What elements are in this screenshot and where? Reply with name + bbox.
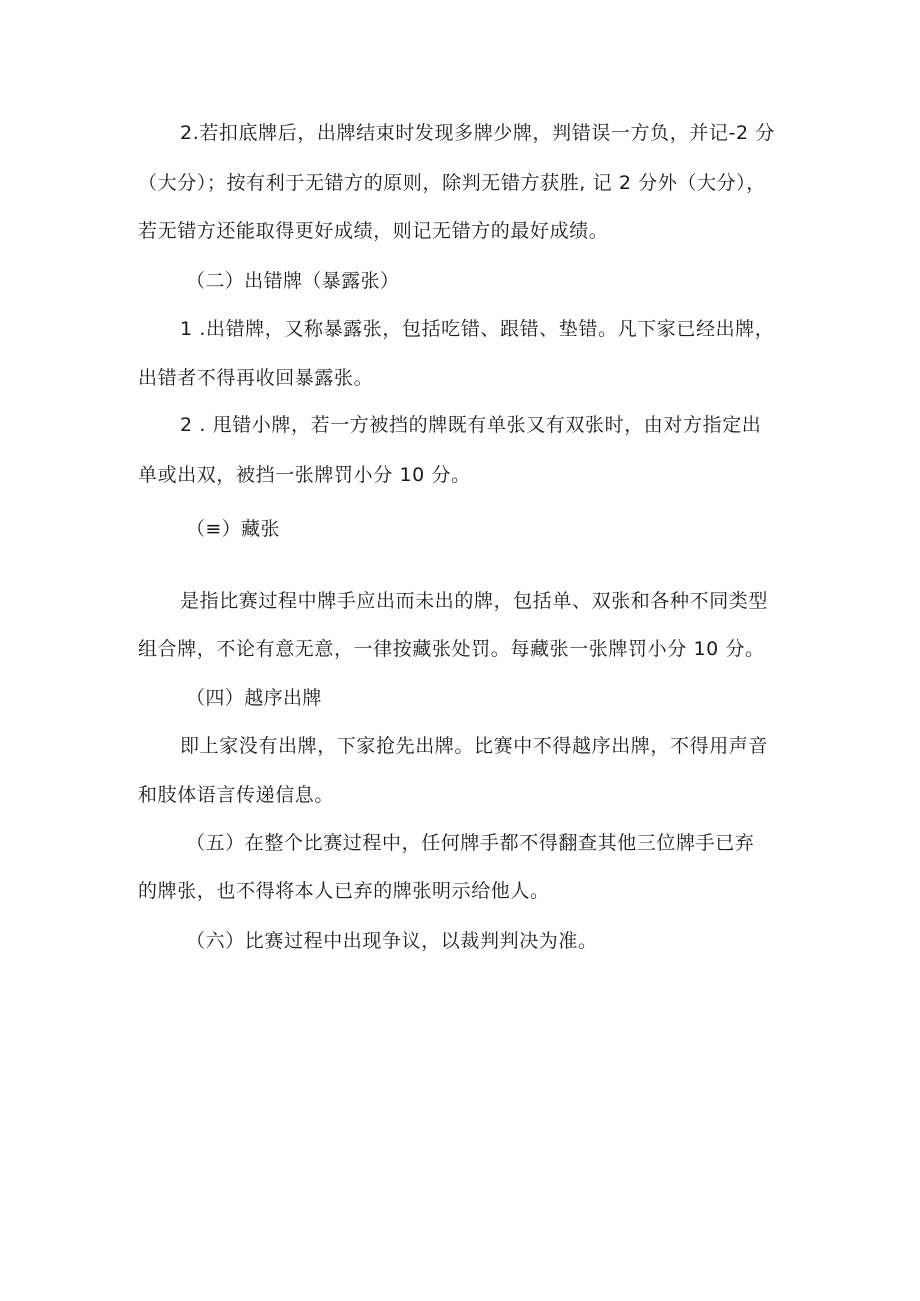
rule-2-line-1: 2.若扣底牌后，出牌结束时发现多牌少牌，判错误一方负，并记-2 分 (180, 122, 775, 144)
section-heading-wrong-card: （二）出错牌（暴露张） (186, 270, 400, 292)
section-heading-out-of-turn: （四）越序出牌 (186, 687, 322, 709)
rule-2-line-3: 若无错方还能取得更好成绩，则记无错方的最好成绩。 (138, 220, 609, 242)
wrong-card-rule-2-line-1: 2 . 甩错小牌，若一方被挡的牌既有单张又有双张时，由对方指定出 (180, 414, 762, 436)
rule-2-line-2: （大分）；按有利于无错方的原则，除判无错方获胜, 记 2 分外（大分）， (138, 172, 766, 194)
out-of-turn-line-2: 和肢体语言传递信息。 (138, 784, 335, 806)
section-5-line-2: 的牌张，也不得将本人已弃的牌张明示给他人。 (138, 880, 550, 902)
section-heading-hidden-card: （≡）藏张 (186, 518, 280, 540)
out-of-turn-line-1: 即上家没有出牌，下家抢先出牌。比赛中不得越序出牌，不得用声音 (180, 735, 769, 757)
wrong-card-rule-1-line-1: 1 .出错牌，又称暴露张，包括吃错、跟错、垫错。凡下家已经出牌， (180, 318, 775, 340)
section-6-line-1: （六）比赛过程中出现争议，以裁判判决为准。 (186, 930, 598, 952)
wrong-card-rule-1-line-2: 出错者不得再收回暴露张。 (138, 367, 374, 389)
hidden-card-line-2: 组合牌，不论有意无意，一律按藏张处罚。每藏张一张牌罚小分 10 分。 (138, 638, 765, 660)
wrong-card-rule-2-line-2: 单或出双，被挡一张牌罚小分 10 分。 (138, 464, 471, 486)
section-5-line-1: （五）在整个比赛过程中，任何牌手都不得翻查其他三位牌手已弃 (186, 832, 755, 854)
hidden-card-line-1: 是指比赛过程中牌手应出而未出的牌，包括单、双张和各种不同类型 (180, 590, 769, 612)
